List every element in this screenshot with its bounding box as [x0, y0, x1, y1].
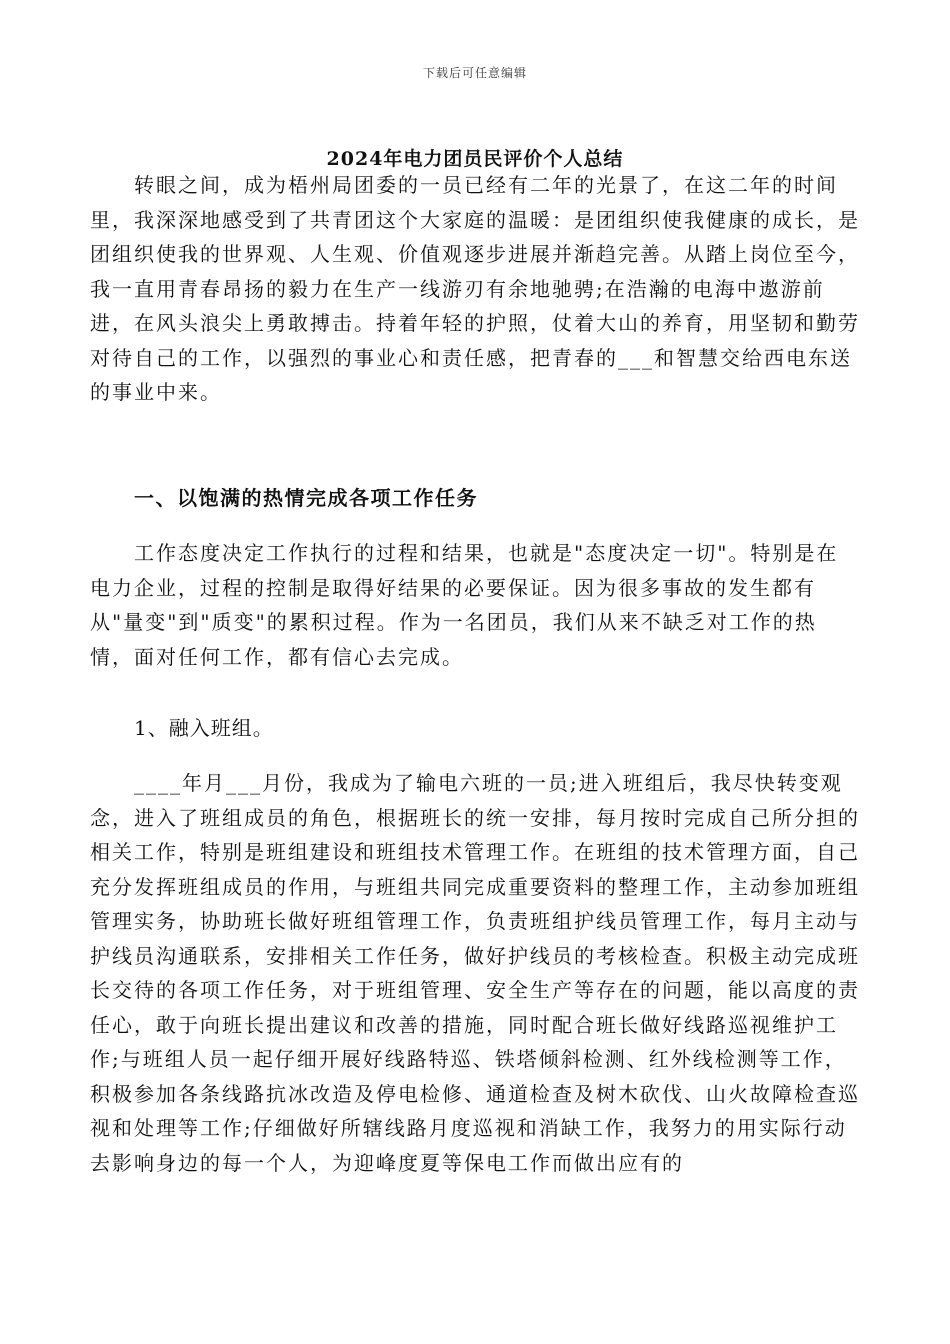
section-heading: 一、以饱满的热情完成各项工作任务: [134, 486, 478, 510]
document-title: 2024年电力团员民评价个人总结: [326, 148, 624, 170]
subsection-paragraph: ____年月___月份，我成为了输电六班的一员;进入班组后，我尽快转变观念，进入了班组成员的角色，根据班长的统一安排，每月按时完成自己所分担的相关工作，特别是班组建设和班组技术管理工作。在班组的技术管理方面，自己充分发挥班组成员的作用，与班组共同完成重要资料的整理工作，主动参加班组管理实务，协助班长做好班组管理工作，负责班组护线员管理工作，每月主动与护线员沟通联系，安排相关工作任务，做好护线员的考核检查。积极主动完成班长交待的各项工作任务，对于班组管理、安全生产等存在的问题，能以高度的责任心，敢于向班长提出建议和改善的措施，同时配合班长做好线路巡视维护工作;与班组人员一起仔细开展好线路特巡、铁塔倾斜检测、红外线检测等工作，积极参加各条线路抗冰改造及停电检修、通道检查及树木砍伐、山火故障检查巡视和处理等工作;仔细做好所辖线路月度巡视和消缺工作，我努力的用实际行动去影响身边的每一个人，为迎峰度夏等保电工作而做出应有的: [90, 771, 860, 1175]
page-header-note: 下载后可任意编辑: [422, 66, 527, 80]
section-paragraph: 工作态度决定工作执行的过程和结果，也就是"态度决定一切"。特别是在电力企业，过程的控制是取得好结果的必要保证。因为很多事故的发生都有从"量变"到"质变"的累积过程。作为一名团员，我们从来不缺乏对工作的热情，面对任何工作，都有信心去完成。: [90, 541, 839, 669]
intro-paragraph: 转眼之间，成为梧州局团委的一员已经有二年的光景了，在这二年的时间里，我深深地感受到了共青团这个大家庭的温暖：是团组织使我健康的成长，是团组织使我的世界观、人生观、价值观逐步进展并渐趋完善。从踏上岗位至今，我一直用青春昂扬的毅力在生产一线游刃有余地驰骋;在浩瀚的电海中遨游前进，在风头浪尖上勇敢搏击。持着年轻的护照，仗着大山的养育，用坚韧和勤劳对待自己的工作，以强烈的事业心和责任感，把青春的___和智慧交给西电东送的事业中来。: [90, 173, 860, 404]
subsection-heading: 1、融入班组。: [134, 716, 274, 740]
